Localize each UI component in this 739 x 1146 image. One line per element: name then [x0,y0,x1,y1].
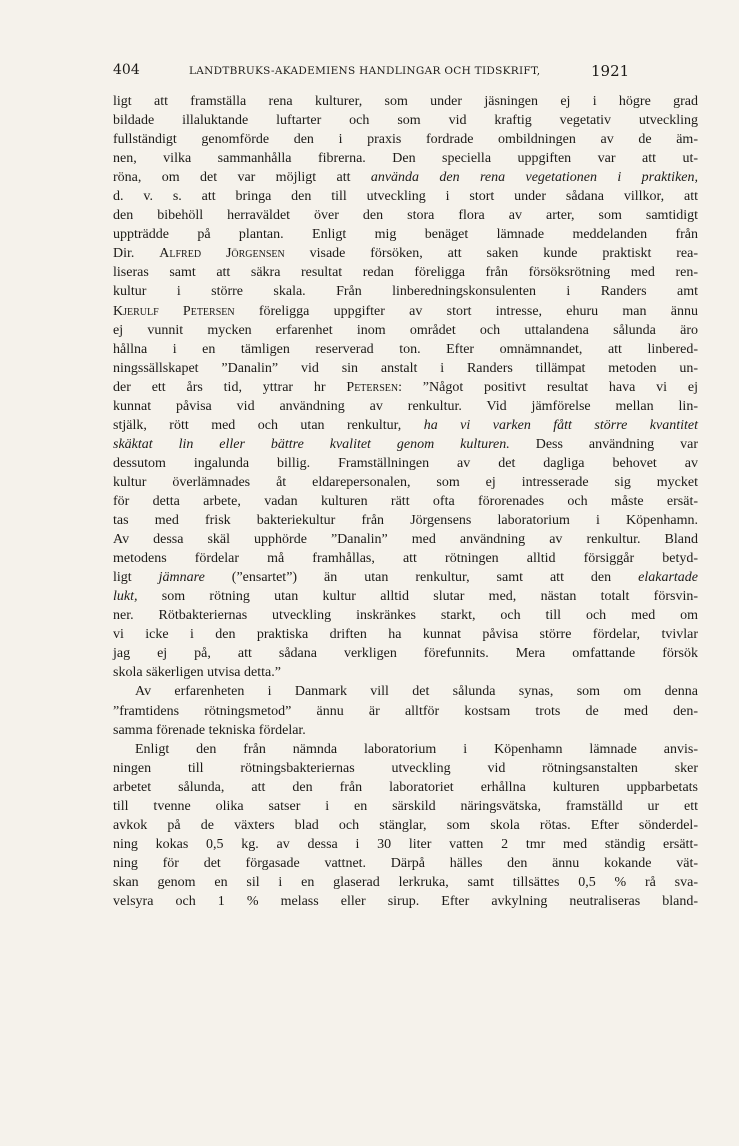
italic-text: lukt, [113,589,138,605]
line-text: jag ej på, att sådana verkligen förefunnits. Mera omfattande försök [113,646,698,662]
text-line [113,282,698,301]
line-text: kultur i större skala. Från linberedningskonsulenten i Randers amt [113,284,698,300]
line-text: uppträdde på plantan. Enligt mig benäget lämnade meddelanden från [113,227,698,243]
text-line [113,321,698,340]
italic-text: använda den rena vegetationen i praktiken, [370,170,698,186]
line-text: vi icke i den praktiska driften ha kunnat påvisa större fördelar, tvivlar [113,627,698,643]
text-line [113,702,698,721]
line-text: som rötning utan kultur alltid slutar med, nästan totalt försvin- [137,589,698,605]
line-text: föreligga uppgifter av stort intresse, ehuru man ännu [234,303,698,319]
small-caps-name: Alfred Jörgensen [159,246,285,262]
line-text: metodens fördelar må framhållas, att rötningen alltid försiggår betyd- [113,551,698,567]
text-line [113,492,698,511]
small-caps-name: Kjerulf Petersen [113,303,235,319]
line-text: ligt att framställa rena kulturer, som under jäsningen ej i högre grad [113,94,698,109]
text-line [113,606,698,625]
text-line [113,835,698,854]
line-text: d. v. s. att bringa den till utveckling i stort under sådana villkor, att [113,189,698,205]
text-line [113,473,698,492]
text-line [113,511,698,530]
text-line [113,740,698,759]
text-line [113,873,698,892]
line-text: den bibehöll herraväldet över den stora flora av arter, som samtidigt [113,208,698,224]
text-line [113,206,698,225]
line-text: kultur överlämnades åt eldarepersonalen, som ej intresserade sig mycket [113,474,698,490]
running-title: LANDTBRUKS-AKADEMIENS HANDLINGAR OCH TIDSKRIFT, [189,65,541,77]
header-year: 1921 [591,62,630,80]
line-text: tas med frisk bakteriekultur från Jörgensens laboratorium i Köpenhamn. [113,513,698,529]
line-text: (”ensartet”) än utan renkultur, samt att den [204,570,639,586]
text-line [113,625,698,644]
line-text: visade försöken, att saken kunde praktiskt rea- [284,246,698,262]
line-text: skola säkerligen utvisa detta.” [113,665,281,681]
text-line [113,454,698,473]
text-line [113,530,698,549]
line-text: Av erfarenheten i Danmark vill det sålunda synas, som om denna [135,684,698,700]
text-line [113,397,698,416]
line-text: liseras samt att säkra resultat redan föreligga från försöksrötning med ren- [113,265,698,281]
line-text: fullständigt genomförde den i praxis fordrade ombildningen av de äm- [113,132,698,148]
text-line [113,759,698,778]
line-text: skan genom en sil i en glaserad lerkruka, samt tillsättes 0,5 % rå sva- [113,874,698,890]
text-line [113,435,698,454]
line-text: Dess användning var [509,436,698,452]
italic-text: ha vi varken fått större kvantitet [423,417,698,433]
text-line [113,663,698,682]
line-text: avkok på de växters blad och stänglar, som skola rötas. Efter sönderdel- [113,817,698,833]
line-text: ningssällskapet ”Danalin” vid sin anstalt i Randers tillämpat metoden un- [113,360,698,376]
line-text: der ett års tid, yttrar hr [113,379,347,395]
text-line [113,111,698,130]
italic-text: skäktat lin eller bättre kvalitet genom kulturen. [113,436,510,452]
line-text: velsyra och 1 % melass eller sirup. Efter avkylning neutraliseras bland- [113,893,698,909]
line-text: Enligt den från nämnda laboratorium i Köpenhamn lämnade anvis- [135,741,698,757]
line-text: nen, vilka sammanhålla fibrerna. Den speciella uppgiften var att ut- [113,151,698,167]
italic-text: elakartade [638,570,698,586]
line-text: samma förenade tekniska fördelar. [113,722,306,738]
italic-text: jämnare [158,570,205,586]
text-line [113,340,698,359]
text-line [113,130,698,149]
text-line [113,168,698,187]
line-text: för detta arbete, vadan kulturen rätt ofta förorenades och måste ersät- [113,493,698,509]
line-text: ningen till rötningsbakteriernas utveckling vid rötningsanstalten sker [113,760,698,776]
text-line [113,92,698,111]
text-line [113,854,698,873]
text-line [113,644,698,663]
text-line [113,416,698,435]
text-line [113,302,698,321]
text-line [113,587,698,606]
text-line [113,359,698,378]
line-text: dessutom ingalunda billig. Framställningen av det dagliga behovet av [113,455,698,471]
text-line [113,682,698,701]
line-text: ”framtidens rötningsmetod” ännu är alltför kostsam trots de med den- [113,703,698,719]
line-text: : ”Något positivt resultat hava vi ej [398,379,698,395]
line-text: arbetet sålunda, att den från laboratoriet erhållna kulturen uppbarbetats [113,779,698,795]
text-line [113,149,698,168]
line-text: kunnat påvisa vid användning av renkultur. Vid jämförelse mellan lin- [113,398,698,414]
line-text: Av dessa skäl upphörde ”Danalin” med användning av renkultur. Bland [113,532,698,548]
text-line [113,378,698,397]
text-line [113,244,698,263]
line-text: röna, om det var möjligt att [113,170,371,186]
line-text: ning för det förgasade vattnet. Därpå hälles den ännu kokande vät- [113,855,698,871]
text-line [113,797,698,816]
text-line [113,263,698,282]
line-text: ner. Rötbakteriernas utveckling inskränkes starkt, och till och med om [113,608,698,624]
line-text: stjälk, rött med och utan renkultur, [113,417,424,433]
text-line [113,568,698,587]
text-line [113,549,698,568]
small-caps-name: Petersen [346,379,399,395]
text-line [113,721,698,740]
line-text: ning kokas 0,5 kg. av dessa i 30 liter vatten 2 tmr med ständig ersätt- [113,836,698,852]
text-line [113,778,698,797]
line-text: Dir. [113,246,160,262]
line-text: bildade illaluktande luftarter och som vid kraftig vegetativ utveckling [113,113,698,129]
page-number: 404 [113,62,140,78]
line-text: ej vunnit mycken erfarenhet inom området och uttalandena sålunda äro [113,322,698,338]
text-line [113,225,698,244]
text-line [113,187,698,206]
line-text: hållna i en tämligen reserverad ton. Efter omnämnandet, att linbered- [113,341,698,357]
body-text [113,92,698,911]
line-text: ligt [113,570,159,586]
text-line [113,892,698,911]
line-text: till tvenne olika satser i en särskild näringsvätska, framställd ur ett [113,798,698,814]
text-line [113,816,698,835]
